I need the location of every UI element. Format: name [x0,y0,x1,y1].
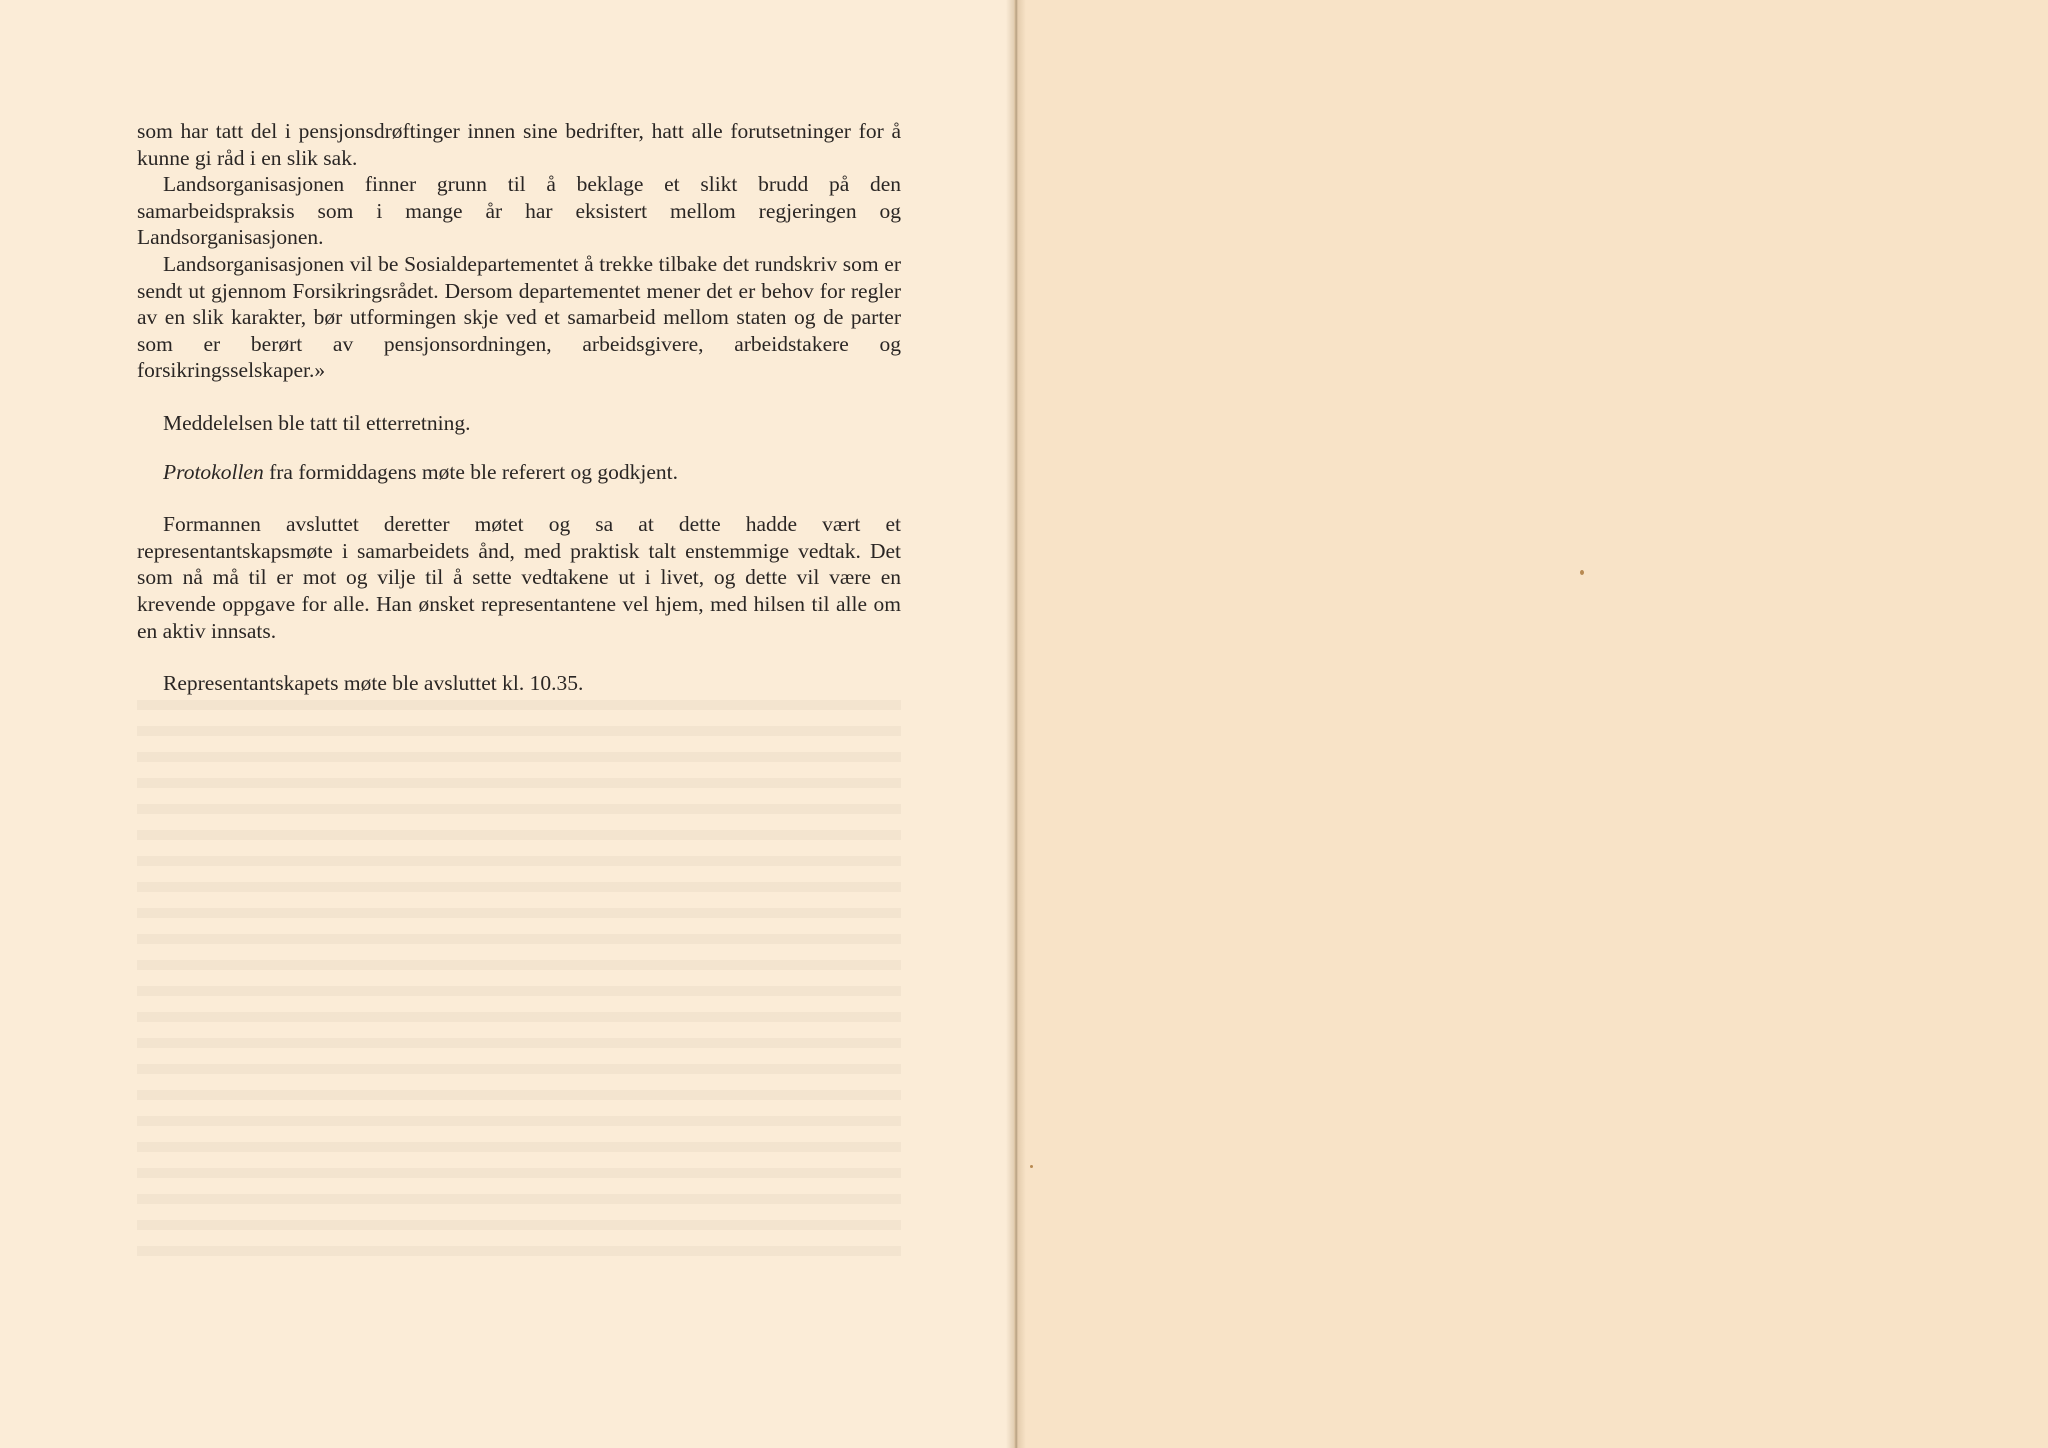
right-page [1014,0,2048,1448]
paragraph-closing: Formannen avsluttet deretter møtet og sa at dette hadde vært et representantskapsmøte i samarbeidets ånd, med praktisk talt enstemmige vedtak. Det som nå må til er mot og vilje til å sette vedtakene ut i livet, og dette vil være en krevende oppgave for alle. Han ønsket representantene vel hjem, med hilsen til alle om en aktiv innsats. [137,512,901,643]
paragraph-protokollen [137,459,901,486]
paragraph-2: Landsorganisasjonen finner grunn til å beklage et slikt brudd på den samarbeidspraksis som i mange år har eksistert mellom regjeringen og Landsorganisasjonen. [137,172,901,250]
show-through-text [137,700,901,1260]
paragraph-end: Representantskapets møte ble avsluttet kl. 10.35. [163,671,584,696]
book-gutter [1006,0,1026,1448]
paragraph-meddelelsen: Meddelelsen ble tatt til etterretning. [163,410,471,435]
protokollen-italic: Protokollen [163,459,264,484]
protokollen-rest: fra formiddagens møte ble referert og godkjent. [263,459,679,484]
paper-speck [1580,570,1584,575]
paragraph-3: Landsorganisasjonen vil be Sosialdepartementet å trekke tilbake det rundskriv som er sendt ut gjennom Forsikringsrådet. Dersom departementet mener det er behov for regler av en slik karakter, bør utformingen skje ved et samarbeid mellom staten og de parter som er berørt av pensjonsordningen, arbeidsgivere, arbeidstakere og forsikringsselskaper.» [137,251,901,383]
document-body [137,118,901,697]
paper-speck [1030,1165,1033,1168]
paragraph-1: som har tatt del i pensjonsdrøftinger innen sine bedrifter, hatt alle forutsetninger for å kunne gi råd i en slik sak. [137,119,901,170]
